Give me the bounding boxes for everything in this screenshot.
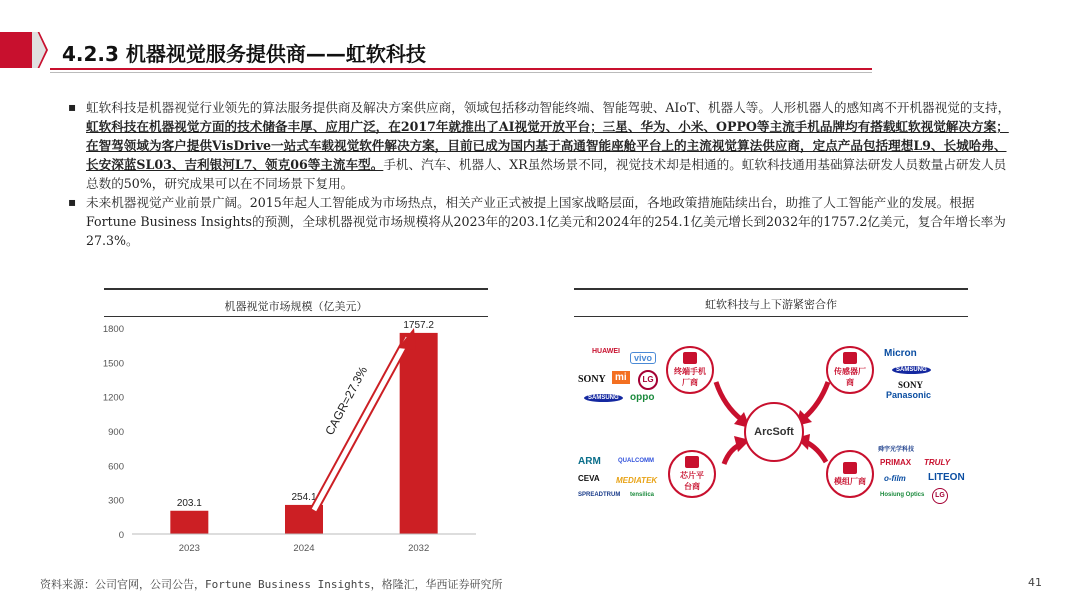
right-panel-title: 虹软科技与上下游紧密合作 [705,298,837,311]
logo-lg: LG [638,370,658,390]
title-accent-chevron [32,32,46,68]
node-sensor [826,346,874,394]
logo-qualcomm: QUALCOMM [618,458,654,464]
bar-value-label: 203.1 [176,497,202,509]
bullet-item [68,98,1014,193]
arcsoft-logo [744,402,804,462]
bullet-highlight: 虹软科技在机器视觉方面的技术储备丰厚、应用广泛，在2017年就推出了AI视觉开放平台；三星、华为、小米、OPPO等主流手机品牌均有搭载虹软视觉解决方案；在智驾领域为客户提供VisDrive一站式车载视觉软件解决方案，目前已成为国内基于高通智能座舱平台上的主流视觉算法供应商，定点产品包括理想L9、长城哈弗、长安深蓝SL03、吉利银河L7、领克06等主流车型。 [86,119,1009,172]
sensor-icon [843,352,857,364]
logo-arm: ARM [578,456,601,467]
bar-2023 [170,511,208,534]
node-chip-label: 芯片平台商 [680,471,704,491]
y-tick-label: 600 [108,461,124,473]
logo-sunny-optical: 舜宇光学科技 [878,447,915,453]
logo-samsung: SAMSUNG [584,394,623,402]
module-icon [843,462,857,474]
logo-mediatek: MEDIATEK [616,476,658,485]
y-tick-label: 1800 [102,324,124,335]
market-size-chart [96,318,496,563]
y-tick-label: 0 [118,530,124,541]
logo-micron: Micron [884,348,917,359]
chip-icon [685,456,699,468]
logo-liteon: LITEON [928,472,965,483]
x-tick-label: 2024 [293,543,315,554]
left-panel-subline [104,316,488,317]
right-panel-topline [574,288,968,290]
arrow-module [806,442,826,462]
logo-sony-sensor: SONY [898,380,924,390]
phone-icon [683,352,697,364]
node-terminal [666,346,714,394]
node-terminal-label: 终端手机厂商 [674,367,706,387]
bullet-text: 未来机器视觉产业前景广阔。2015年起人工智能成为市场热点，相关产业正式被提上国家战略层面，各地政策措施陆续出台，助推了人工智能产业的发展。根据Fortune Business Insights的预测，全球机器视觉市场规模将从2023年的203.1亿美元和2024年的254.1亿美元增长到2032年的1757.2亿美元，复合年增长率为27.3%。 [86,195,1006,248]
bar-value-label: 1757.2 [403,319,434,331]
logo-primax: PRIMAX [880,458,912,467]
y-tick-label: 300 [108,495,124,507]
x-tick-label: 2032 [408,543,430,554]
bullet-dot-icon: ▪ [68,100,77,114]
node-module-label: 模组厂商 [834,476,866,486]
title-underline-thin [50,72,872,73]
bullet-list [68,98,1014,250]
left-panel-topline [104,288,488,290]
arrow-sensor [804,382,828,418]
cagr-label: CAGR=27.3% [322,363,371,438]
bar-value-label: 254.1 [291,491,317,503]
node-chip [668,450,716,498]
logo-spreadtrum: SPREADTRUM [578,492,621,498]
logo-huawei: HUAWEI [592,348,620,355]
bar-2032 [400,333,438,534]
bullet-text: 虹软科技是机器视觉行业领先的算法服务提供商及解决方案供应商，领域包括移动智能终端、智能驾驶、AIoT、机器人等。人形机器人的感知离不开机器视觉的支持， [86,100,1011,115]
arcsoft-logo-text: ArcSoft [754,425,794,438]
logo-hosiung: Hosiung Optics [880,492,925,498]
logo-lg-module: LG [932,488,948,504]
logo-mi: mi [612,371,630,384]
node-module [826,450,874,498]
logo-panasonic: Panasonic [886,390,932,400]
bullet-dot-icon: ▪ [68,195,77,209]
source-note: 资料来源：公司官网，公司公告，Fortune Business Insights，格隆汇，华西证券研究所 [40,578,503,591]
y-tick-label: 1500 [102,358,124,370]
logo-tensilica: tensilica [630,492,655,498]
logo-truly: TRULY [924,458,951,467]
title-underline [50,68,872,70]
logo-oppo: oppo [630,392,655,403]
y-tick-label: 1200 [102,392,124,404]
logo-samsung-sensor: SAMSUNG [892,366,931,374]
x-tick-label: 2023 [178,543,200,554]
bullet-item [68,193,1014,250]
arrow-phone [716,382,742,420]
page-title: 4.2.3 机器视觉服务提供商——虹软科技 [62,42,426,66]
node-sensor-label: 传感器厂商 [834,367,866,387]
y-tick-label: 900 [108,427,124,438]
left-panel-title: 机器视觉市场规模（亿美元） [224,300,368,313]
logo-vivo: vivo [630,352,656,364]
logo-ceva: CEVA [578,474,600,483]
logo-sony: SONY [578,374,606,385]
right-panel-subline [574,316,968,317]
logo-ofilm: o-film [884,474,906,483]
ecosystem-diagram [574,324,968,520]
bullet-text: 手机、汽车、机器人、XR虽然场景不同，视觉技术却是相通的。虹软科技通用基础算法研发人员数量占研发人员总数的50%，研究成果可以在不同场景下复用。 [86,157,1007,191]
page-number: 41 [1028,576,1042,589]
